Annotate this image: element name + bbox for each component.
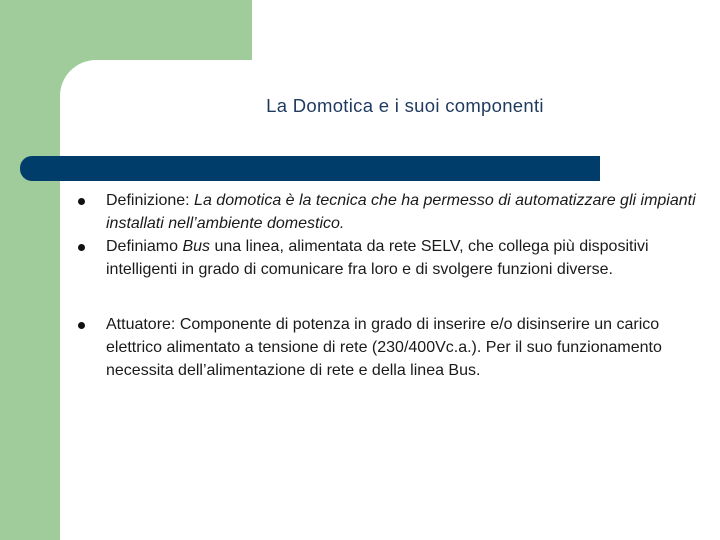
- bullet-item-bus: [78, 235, 703, 281]
- decorative-green-left-strip: [0, 0, 60, 540]
- bullet-item-definizione: [78, 189, 703, 235]
- bullet-dot-icon: [78, 322, 85, 329]
- attuatore-text: Attuatore: Componente di potenza in grado di inserire e/o disinserire un carico elettrico alimentato a tensione di rete (230/400Vc.a.). Per il suo funzionamento necessita dell’alimentazione di rete e della linea Bus.: [106, 316, 662, 379]
- bullet-dot-icon: [78, 198, 85, 205]
- bus-definition: una linea, alimentata da rete SELV, che collega più dispositivi intelligenti in grado di comunicare fra loro e di svolgere funzioni diverse.: [106, 238, 649, 278]
- bus-prefix: Definiamo: [106, 238, 183, 255]
- definizione-label: Definizione:: [106, 192, 195, 209]
- slide-title: La Domotica e i suoi componenti: [266, 95, 544, 116]
- bus-term: Bus: [182, 238, 211, 255]
- bullet-item-attuatore: [78, 313, 703, 382]
- definizione-text: La domotica è la tecnica che ha permesso di automatizzare gli impianti installati nell’ambiente domestico.: [106, 192, 696, 232]
- bullet-list: [78, 189, 703, 382]
- bullet-dot-icon: [78, 244, 85, 251]
- title-underline-bar: [20, 156, 600, 181]
